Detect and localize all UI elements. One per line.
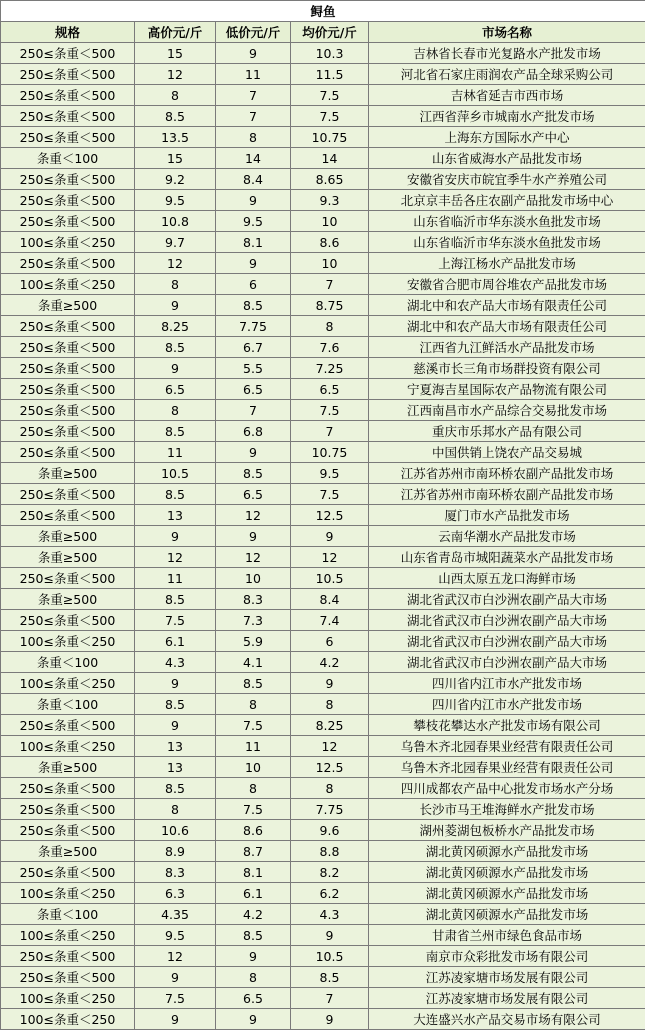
low-price-cell: 8 (216, 778, 291, 799)
table-row (1, 568, 645, 589)
high-price-cell: 12 (135, 64, 216, 85)
avg-price-cell: 12.5 (291, 757, 369, 778)
table-row (1, 841, 645, 862)
spec-cell: 100≤条重＜250 (1, 631, 135, 652)
spec-cell: 250≤条重＜500 (1, 715, 135, 736)
market-name-cell: 湖北黄冈硕源水产品批发市场 (369, 841, 645, 862)
market-name-cell: 云南华潮水产品批发市场 (369, 526, 645, 547)
spec-cell: 250≤条重＜500 (1, 127, 135, 148)
avg-price-cell: 6.5 (291, 379, 369, 400)
low-price-cell: 8.1 (216, 232, 291, 253)
market-name-cell: 湖北黄冈硕源水产品批发市场 (369, 904, 645, 925)
table-row (1, 85, 645, 106)
high-price-cell: 6.3 (135, 883, 216, 904)
spec-cell: 条重≥500 (1, 841, 135, 862)
avg-price-cell: 10.5 (291, 568, 369, 589)
high-price-cell: 12 (135, 946, 216, 967)
high-price-cell: 7.5 (135, 610, 216, 631)
low-price-cell: 8 (216, 967, 291, 988)
low-price-cell: 11 (216, 64, 291, 85)
table-body (1, 43, 645, 1030)
high-price-cell: 10.8 (135, 211, 216, 232)
low-price-cell: 9 (216, 190, 291, 211)
table-row (1, 946, 645, 967)
low-price-cell: 9 (216, 253, 291, 274)
avg-price-cell: 8 (291, 316, 369, 337)
avg-price-cell: 8.4 (291, 589, 369, 610)
high-price-cell: 15 (135, 43, 216, 64)
avg-price-cell: 9 (291, 526, 369, 547)
low-price-cell: 7.3 (216, 610, 291, 631)
market-name-cell: 江西省九江鲜活水产品批发市场 (369, 337, 645, 358)
avg-price-cell: 7.5 (291, 400, 369, 421)
spec-cell: 250≤条重＜500 (1, 442, 135, 463)
table-row (1, 673, 645, 694)
low-price-cell: 9 (216, 526, 291, 547)
spec-cell: 250≤条重＜500 (1, 400, 135, 421)
spec-cell: 100≤条重＜250 (1, 883, 135, 904)
market-name-cell: 大连盛兴水产品交易市场有限公司 (369, 1009, 645, 1030)
table-row (1, 337, 645, 358)
high-price-cell: 15 (135, 148, 216, 169)
market-name-cell: 四川成都农产品中心批发市场水产分场 (369, 778, 645, 799)
market-name-cell: 江西省萍乡市城南水产批发市场 (369, 106, 645, 127)
spec-cell: 条重≥500 (1, 463, 135, 484)
spec-cell: 条重≥500 (1, 295, 135, 316)
table-row (1, 862, 645, 883)
spec-cell: 250≤条重＜500 (1, 484, 135, 505)
high-price-cell: 11 (135, 442, 216, 463)
high-price-cell: 8.25 (135, 316, 216, 337)
high-price-cell: 13.5 (135, 127, 216, 148)
table-row (1, 43, 645, 64)
table-row (1, 610, 645, 631)
avg-price-cell: 4.3 (291, 904, 369, 925)
avg-price-cell: 7 (291, 988, 369, 1009)
low-price-cell: 8.5 (216, 463, 291, 484)
market-name-cell: 吉林省延吉市西市场 (369, 85, 645, 106)
avg-price-cell: 9.3 (291, 190, 369, 211)
market-name-cell: 厦门市水产品批发市场 (369, 505, 645, 526)
table-row (1, 820, 645, 841)
table-row (1, 106, 645, 127)
avg-price-cell: 8.8 (291, 841, 369, 862)
avg-price-cell: 8.6 (291, 232, 369, 253)
table-row (1, 967, 645, 988)
low-price-cell: 6.8 (216, 421, 291, 442)
high-price-cell: 7.5 (135, 988, 216, 1009)
high-price-cell: 12 (135, 547, 216, 568)
table-row (1, 505, 645, 526)
market-name-cell: 河北省石家庄雨润农产品全球采购公司 (369, 64, 645, 85)
spec-cell: 100≤条重＜250 (1, 988, 135, 1009)
spec-cell: 100≤条重＜250 (1, 925, 135, 946)
avg-price-cell: 7 (291, 421, 369, 442)
spec-cell: 250≤条重＜500 (1, 568, 135, 589)
low-price-cell: 7.75 (216, 316, 291, 337)
market-name-cell: 上海东方国际水产中心 (369, 127, 645, 148)
spec-cell: 条重＜100 (1, 694, 135, 715)
high-price-cell: 9 (135, 967, 216, 988)
spec-cell: 条重≥500 (1, 547, 135, 568)
market-name-cell: 南京市众彩批发市场有限公司 (369, 946, 645, 967)
spec-cell: 250≤条重＜500 (1, 169, 135, 190)
high-price-cell: 9 (135, 673, 216, 694)
low-price-cell: 8 (216, 694, 291, 715)
table-row (1, 925, 645, 946)
market-name-cell: 乌鲁木齐北园春果业经营有限责任公司 (369, 736, 645, 757)
high-price-cell: 9 (135, 715, 216, 736)
spec-cell: 条重≥500 (1, 589, 135, 610)
high-price-cell: 12 (135, 253, 216, 274)
high-price-cell: 10.6 (135, 820, 216, 841)
market-name-cell: 中国供销上饶农产品交易城 (369, 442, 645, 463)
spec-cell: 250≤条重＜500 (1, 421, 135, 442)
table-row (1, 988, 645, 1009)
low-price-cell: 12 (216, 505, 291, 526)
market-name-cell: 湖北省武汉市白沙洲农副产品大市场 (369, 631, 645, 652)
market-name-cell: 湖北黄冈硕源水产品批发市场 (369, 862, 645, 883)
table-row (1, 379, 645, 400)
low-price-cell: 11 (216, 736, 291, 757)
high-price-cell: 8 (135, 400, 216, 421)
spec-cell: 250≤条重＜500 (1, 967, 135, 988)
avg-price-cell: 10.3 (291, 43, 369, 64)
spec-cell: 100≤条重＜250 (1, 736, 135, 757)
avg-price-cell: 8.2 (291, 862, 369, 883)
spec-cell: 250≤条重＜500 (1, 799, 135, 820)
market-name-cell: 山东省青岛市城阳蔬菜水产品批发市场 (369, 547, 645, 568)
avg-price-cell: 7.4 (291, 610, 369, 631)
spec-cell: 250≤条重＜500 (1, 946, 135, 967)
avg-price-cell: 11.5 (291, 64, 369, 85)
avg-price-cell: 10.5 (291, 946, 369, 967)
spec-cell: 250≤条重＜500 (1, 610, 135, 631)
high-price-cell: 6.1 (135, 631, 216, 652)
low-price-cell: 14 (216, 148, 291, 169)
spec-cell: 条重≥500 (1, 526, 135, 547)
avg-price-cell: 7 (291, 274, 369, 295)
market-name-cell: 四川省内江市水产批发市场 (369, 673, 645, 694)
table-row (1, 400, 645, 421)
avg-price-cell: 9 (291, 1009, 369, 1030)
low-price-cell: 9 (216, 946, 291, 967)
avg-price-cell: 7.5 (291, 484, 369, 505)
avg-price-cell: 8 (291, 778, 369, 799)
low-price-cell: 12 (216, 547, 291, 568)
high-price-cell: 13 (135, 505, 216, 526)
market-name-cell: 江西南昌市水产品综合交易批发市场 (369, 400, 645, 421)
market-name-cell: 乌鲁木齐北园春果业经营有限责任公司 (369, 757, 645, 778)
table-row (1, 526, 645, 547)
low-price-cell: 5.9 (216, 631, 291, 652)
table-row (1, 442, 645, 463)
market-name-cell: 湖北省武汉市白沙洲农副产品大市场 (369, 589, 645, 610)
table-row (1, 232, 645, 253)
table-row (1, 904, 645, 925)
low-price-cell: 6.5 (216, 484, 291, 505)
table-row (1, 757, 645, 778)
low-price-cell: 6.5 (216, 988, 291, 1009)
market-name-cell: 湖北中和农产品大市场有限责任公司 (369, 295, 645, 316)
avg-price-cell: 9 (291, 925, 369, 946)
market-name-cell: 甘肃省兰州市绿色食品市场 (369, 925, 645, 946)
avg-price-cell: 7.6 (291, 337, 369, 358)
spec-cell: 250≤条重＜500 (1, 190, 135, 211)
low-price-cell: 8.6 (216, 820, 291, 841)
table-row (1, 190, 645, 211)
table-row (1, 169, 645, 190)
low-price-cell: 10 (216, 757, 291, 778)
table-row (1, 64, 645, 85)
low-price-cell: 8.5 (216, 673, 291, 694)
low-price-cell: 7 (216, 85, 291, 106)
high-price-cell: 11 (135, 568, 216, 589)
table-row (1, 253, 645, 274)
spec-cell: 100≤条重＜250 (1, 1009, 135, 1030)
spec-cell: 250≤条重＜500 (1, 316, 135, 337)
spec-cell: 250≤条重＜500 (1, 211, 135, 232)
market-name-cell: 北京京丰岳各庄农副产品批发市场中心 (369, 190, 645, 211)
avg-price-cell: 7.5 (291, 85, 369, 106)
low-price-cell: 10 (216, 568, 291, 589)
spec-cell: 250≤条重＜500 (1, 64, 135, 85)
low-price-cell: 9 (216, 1009, 291, 1030)
avg-price-cell: 8.75 (291, 295, 369, 316)
table-row (1, 883, 645, 904)
low-price-cell: 7.5 (216, 715, 291, 736)
table-row (1, 547, 645, 568)
low-price-cell: 7.5 (216, 799, 291, 820)
high-price-cell: 9 (135, 295, 216, 316)
high-price-cell: 8.5 (135, 337, 216, 358)
market-name-cell: 湖州菱湖包板桥水产品批发市场 (369, 820, 645, 841)
high-price-cell: 13 (135, 736, 216, 757)
spec-cell: 250≤条重＜500 (1, 862, 135, 883)
avg-price-cell: 7.25 (291, 358, 369, 379)
high-price-cell: 13 (135, 757, 216, 778)
market-name-cell: 山东省临沂市华东淡水鱼批发市场 (369, 232, 645, 253)
table-row (1, 589, 645, 610)
high-price-cell: 8 (135, 274, 216, 295)
high-price-cell: 4.35 (135, 904, 216, 925)
avg-price-cell: 12.5 (291, 505, 369, 526)
market-name-cell: 湖北省武汉市白沙洲农副产品大市场 (369, 652, 645, 673)
table-row (1, 631, 645, 652)
avg-price-cell: 6 (291, 631, 369, 652)
table-row (1, 295, 645, 316)
low-price-cell: 6.7 (216, 337, 291, 358)
table-row (1, 652, 645, 673)
table-row (1, 715, 645, 736)
high-price-cell: 9.5 (135, 190, 216, 211)
high-price-cell: 9 (135, 526, 216, 547)
avg-price-cell: 9.5 (291, 463, 369, 484)
market-name-cell: 山西太原五龙口海鲜市场 (369, 568, 645, 589)
spec-cell: 条重＜100 (1, 148, 135, 169)
spec-cell: 250≤条重＜500 (1, 43, 135, 64)
market-name-cell: 江苏省苏州市南环桥农副产品批发市场 (369, 463, 645, 484)
spec-cell: 250≤条重＜500 (1, 85, 135, 106)
spec-cell: 条重≥500 (1, 757, 135, 778)
header-avg-price: 均价元/斤 (291, 22, 369, 43)
avg-price-cell: 4.2 (291, 652, 369, 673)
table-row (1, 799, 645, 820)
avg-price-cell: 10 (291, 253, 369, 274)
market-name-cell: 山东省威海水产品批发市场 (369, 148, 645, 169)
high-price-cell: 9.7 (135, 232, 216, 253)
table-row (1, 358, 645, 379)
header-market-name: 市场名称 (369, 22, 645, 43)
avg-price-cell: 8.25 (291, 715, 369, 736)
high-price-cell: 4.3 (135, 652, 216, 673)
spec-cell: 250≤条重＜500 (1, 253, 135, 274)
spec-cell: 100≤条重＜250 (1, 232, 135, 253)
market-name-cell: 四川省内江市水产批发市场 (369, 694, 645, 715)
low-price-cell: 8.7 (216, 841, 291, 862)
spec-cell: 100≤条重＜250 (1, 673, 135, 694)
market-name-cell: 吉林省长春市光复路水产批发市场 (369, 43, 645, 64)
market-name-cell: 慈溪市长三角市场群投资有限公司 (369, 358, 645, 379)
low-price-cell: 7 (216, 400, 291, 421)
avg-price-cell: 8 (291, 694, 369, 715)
table-row (1, 694, 645, 715)
low-price-cell: 6.5 (216, 379, 291, 400)
avg-price-cell: 7.75 (291, 799, 369, 820)
market-name-cell: 重庆市乐邦水产品有限公司 (369, 421, 645, 442)
header-spec: 规格 (1, 22, 135, 43)
avg-price-cell: 8.5 (291, 967, 369, 988)
market-name-cell: 山东省临沂市华东淡水鱼批发市场 (369, 211, 645, 232)
high-price-cell: 6.5 (135, 379, 216, 400)
table-row (1, 778, 645, 799)
low-price-cell: 9 (216, 442, 291, 463)
high-price-cell: 10.5 (135, 463, 216, 484)
market-name-cell: 攀枝花攀达水产批发市场有限公司 (369, 715, 645, 736)
table-row (1, 148, 645, 169)
table-row (1, 127, 645, 148)
spec-cell: 250≤条重＜500 (1, 820, 135, 841)
low-price-cell: 6 (216, 274, 291, 295)
market-name-cell: 宁夏海吉星国际农产品物流有限公司 (369, 379, 645, 400)
spec-cell: 250≤条重＜500 (1, 106, 135, 127)
high-price-cell: 8.5 (135, 589, 216, 610)
low-price-cell: 8.1 (216, 862, 291, 883)
avg-price-cell: 10 (291, 211, 369, 232)
title-row (1, 1, 645, 22)
avg-price-cell: 10.75 (291, 442, 369, 463)
high-price-cell: 8.3 (135, 862, 216, 883)
low-price-cell: 7 (216, 106, 291, 127)
market-name-cell: 安徽省安庆市皖宜季牛水产养殖公司 (369, 169, 645, 190)
avg-price-cell: 12 (291, 736, 369, 757)
low-price-cell: 4.2 (216, 904, 291, 925)
market-name-cell: 江苏凌家塘市场发展有限公司 (369, 988, 645, 1009)
high-price-cell: 9 (135, 358, 216, 379)
low-price-cell: 9 (216, 43, 291, 64)
table-row (1, 736, 645, 757)
high-price-cell: 9.2 (135, 169, 216, 190)
table-title: 鲟鱼 (1, 1, 645, 22)
market-name-cell: 长沙市马王堆海鲜水产批发市场 (369, 799, 645, 820)
table-row (1, 484, 645, 505)
high-price-cell: 9 (135, 1009, 216, 1030)
avg-price-cell: 8.65 (291, 169, 369, 190)
header-row (1, 22, 645, 43)
market-name-cell: 江苏省苏州市南环桥农副产品批发市场 (369, 484, 645, 505)
spec-cell: 条重＜100 (1, 904, 135, 925)
market-name-cell: 湖北黄冈硕源水产品批发市场 (369, 883, 645, 904)
high-price-cell: 8.9 (135, 841, 216, 862)
market-name-cell: 湖北省武汉市白沙洲农副产品大市场 (369, 610, 645, 631)
high-price-cell: 8.5 (135, 778, 216, 799)
avg-price-cell: 9.6 (291, 820, 369, 841)
market-name-cell: 上海江杨水产品批发市场 (369, 253, 645, 274)
table-row (1, 211, 645, 232)
spec-cell: 250≤条重＜500 (1, 778, 135, 799)
header-high-price: 高价元/斤 (135, 22, 216, 43)
market-name-cell: 江苏凌家塘市场发展有限公司 (369, 967, 645, 988)
high-price-cell: 8 (135, 85, 216, 106)
avg-price-cell: 9 (291, 673, 369, 694)
high-price-cell: 8.5 (135, 106, 216, 127)
spec-cell: 条重＜100 (1, 652, 135, 673)
low-price-cell: 8.3 (216, 589, 291, 610)
high-price-cell: 8.5 (135, 694, 216, 715)
avg-price-cell: 7.5 (291, 106, 369, 127)
table-row (1, 274, 645, 295)
table-row (1, 316, 645, 337)
market-name-cell: 安徽省合肥市周谷堆农产品批发市场 (369, 274, 645, 295)
spec-cell: 250≤条重＜500 (1, 505, 135, 526)
low-price-cell: 9.5 (216, 211, 291, 232)
low-price-cell: 6.1 (216, 883, 291, 904)
high-price-cell: 8 (135, 799, 216, 820)
spec-cell: 250≤条重＜500 (1, 358, 135, 379)
low-price-cell: 8.5 (216, 925, 291, 946)
low-price-cell: 4.1 (216, 652, 291, 673)
table-row (1, 1009, 645, 1030)
market-name-cell: 湖北中和农产品大市场有限责任公司 (369, 316, 645, 337)
spec-cell: 250≤条重＜500 (1, 337, 135, 358)
avg-price-cell: 6.2 (291, 883, 369, 904)
low-price-cell: 8.4 (216, 169, 291, 190)
high-price-cell: 8.5 (135, 484, 216, 505)
low-price-cell: 8 (216, 127, 291, 148)
table-row (1, 421, 645, 442)
low-price-cell: 8.5 (216, 295, 291, 316)
low-price-cell: 5.5 (216, 358, 291, 379)
avg-price-cell: 14 (291, 148, 369, 169)
avg-price-cell: 10.75 (291, 127, 369, 148)
header-low-price: 低价元/斤 (216, 22, 291, 43)
high-price-cell: 9.5 (135, 925, 216, 946)
high-price-cell: 8.5 (135, 421, 216, 442)
table-row (1, 463, 645, 484)
spec-cell: 250≤条重＜500 (1, 379, 135, 400)
avg-price-cell: 12 (291, 547, 369, 568)
spec-cell: 100≤条重＜250 (1, 274, 135, 295)
